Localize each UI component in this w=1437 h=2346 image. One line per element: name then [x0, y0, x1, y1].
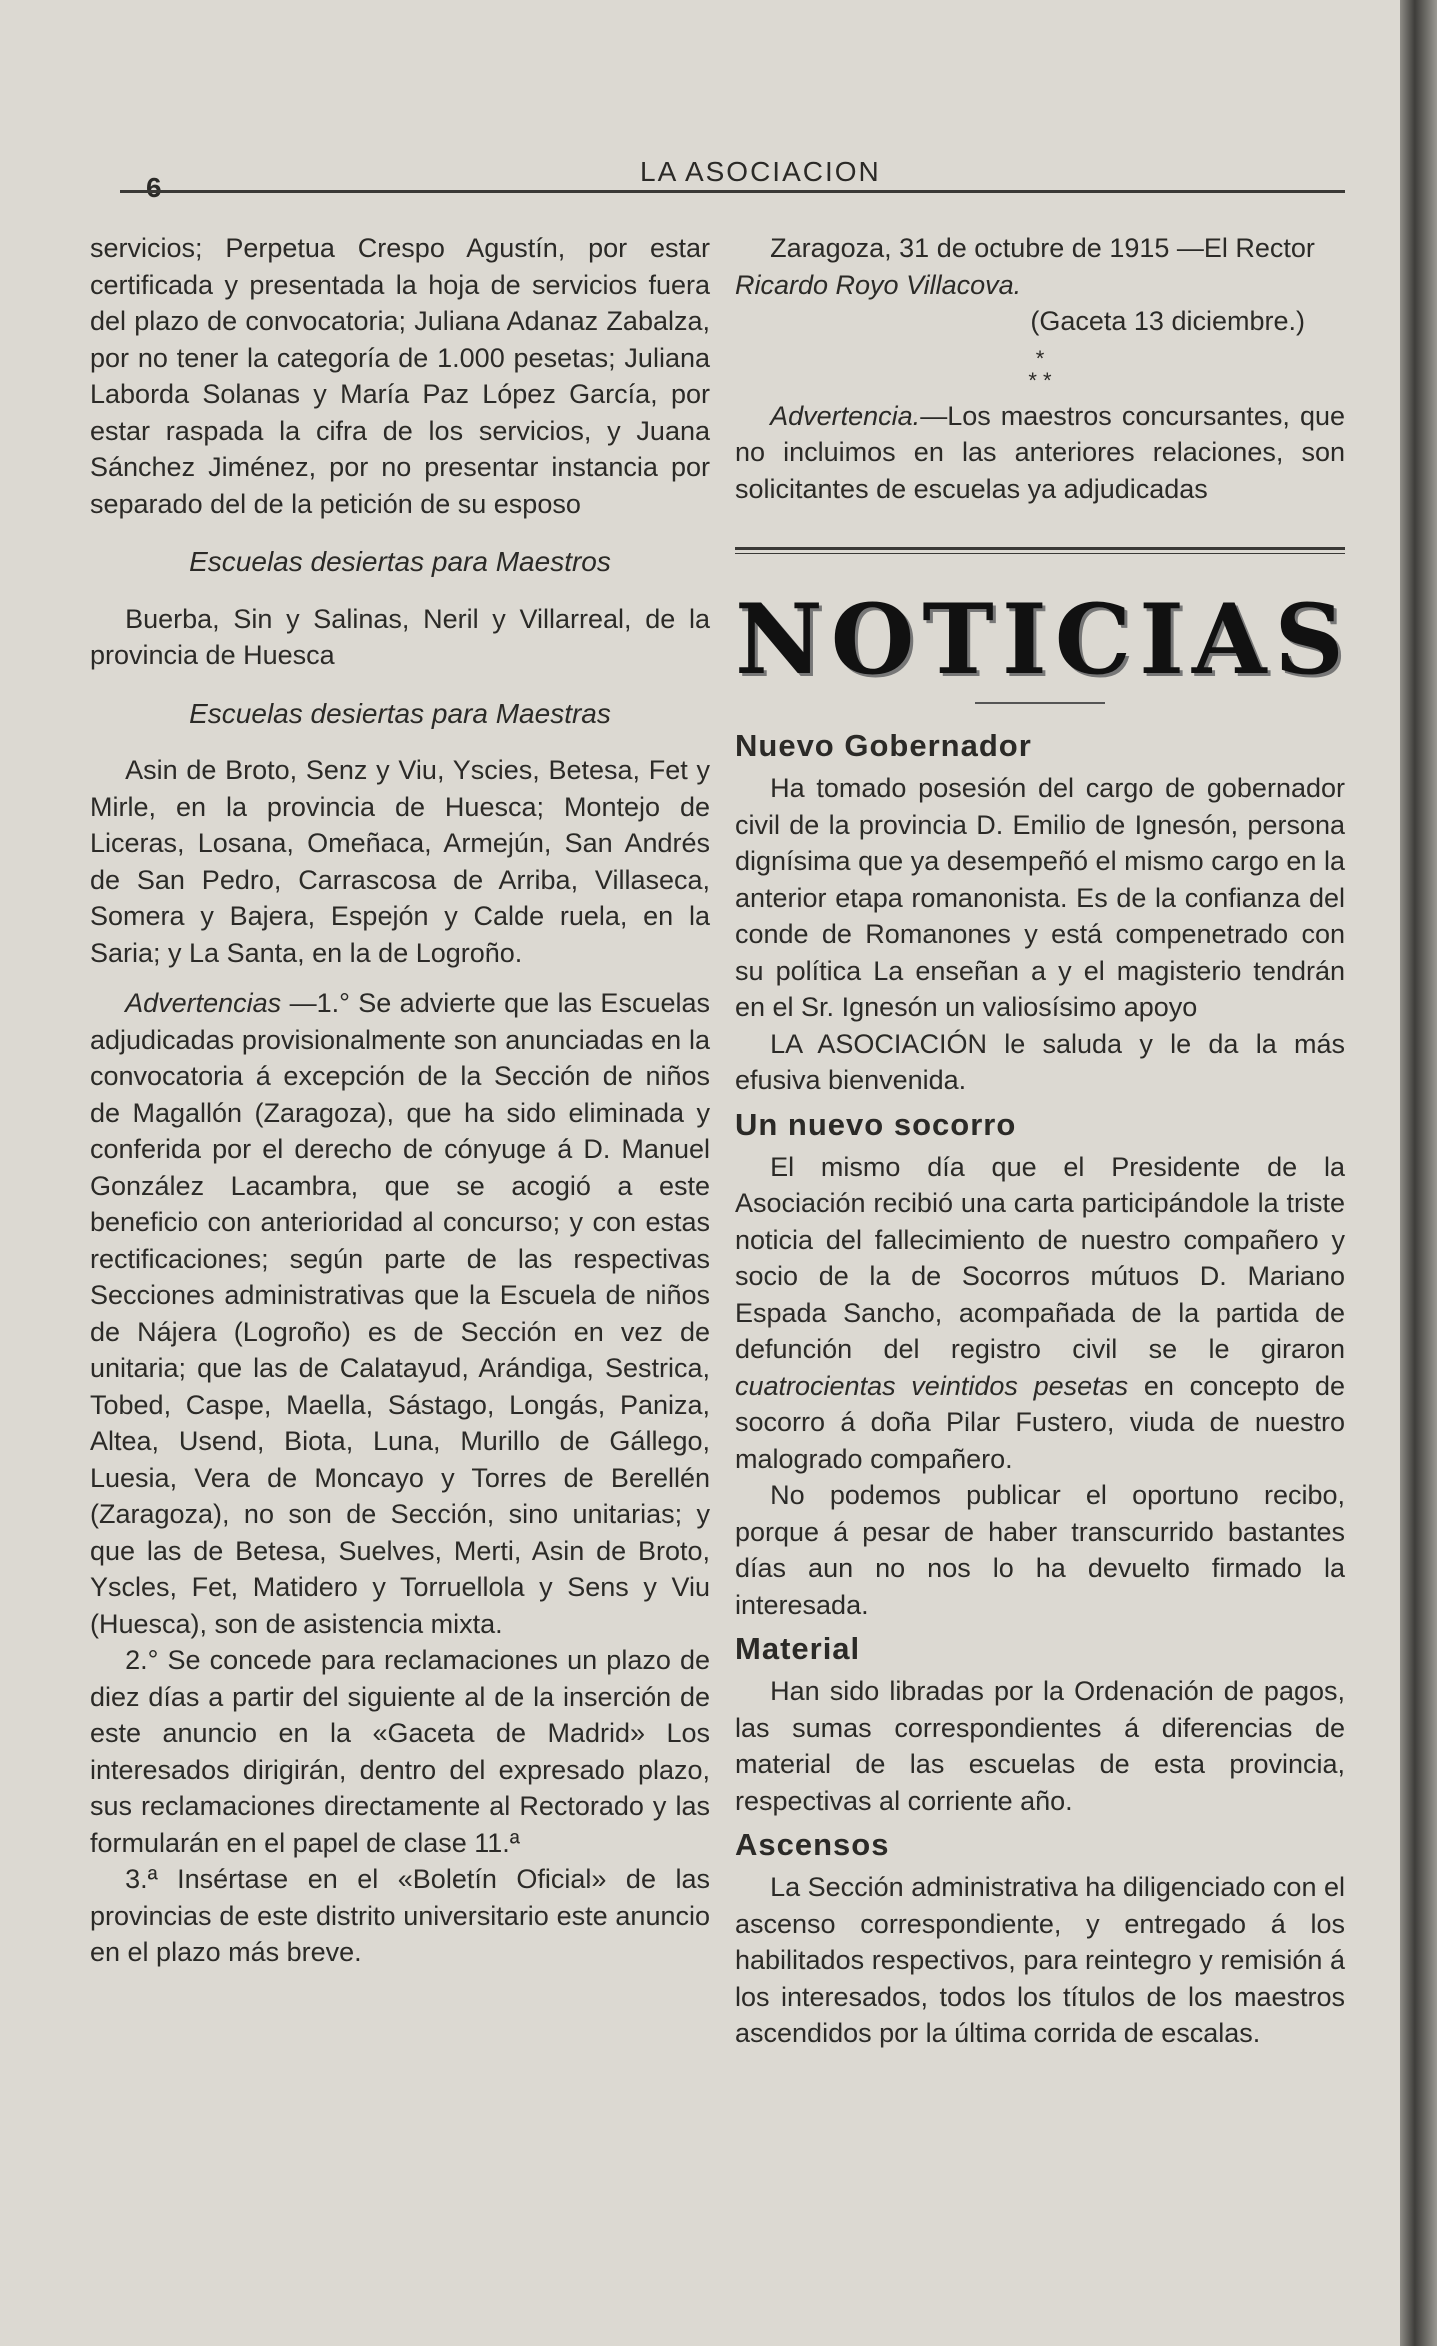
paragraph-material: Han sido libradas por la Ordenación de pagos, las sumas correspondientes á diferencias de material de las escuelas de esta provincia, respectivas al corriente año. [735, 1676, 1345, 1816]
page-binding-edge [1400, 0, 1437, 2346]
paragraph-huesca-maestros: Buerba, Sin y Salinas, Neril y Villarreal, de la provincia de Huesca [90, 603, 710, 670]
socorro-text-a: El mismo día que el Presidente de la Asociación recibió una carta participándole la triste noticia del fallecimiento de nuestro compañero y socio de la de Socorros mútuos D. Mariano Espada Sancho, acompañada de la partida de defunción del registro civil se le giraron [735, 1151, 1345, 1364]
subheading-maestras: Escuelas desiertas para Maestras [189, 697, 611, 729]
signer: Ricardo Royo Villacova. [735, 269, 1022, 300]
paragraph-boletin: 3.ª Insértase en el «Boletín Oficial» de las provincias de este distrito universitario este anuncio en el plazo más breve. [90, 1864, 710, 1967]
running-title: LA ASOCIACION [640, 156, 881, 187]
heading-nuevo-gobernador: Nuevo Gobernador [735, 728, 1032, 763]
left-column [90, 230, 710, 1971]
paragraph-gobernador: Ha tomado posesión del cargo de gobernador civil de la provincia D. Emilio de Ignesón, persona dignísima que ya desempeñó el mismo cargo en la anterior etapa romanonista. Es de la confianza del conde de Romanones y está compenetrado con su política La enseñan a y el magisterio tendrán en el Sr. Ignesón un valiosísimo apoyo [735, 773, 1345, 1022]
paragraph-recibo: No podemos publicar el oportuno recibo, porque á pesar de haber transcurrido bastantes días aun no nos lo ha devuelto firmado la interesada. [735, 1480, 1345, 1620]
right-column [735, 230, 1352, 2052]
heading-ascensos: Ascensos [735, 1827, 890, 1862]
paragraph-socorro [735, 1149, 1345, 1478]
page-number: 6 [146, 172, 162, 203]
socorro-amount: cuatrocientas veintidos pesetas [735, 1370, 1129, 1401]
paragraph-advertencia [735, 398, 1345, 508]
banner-underline [975, 702, 1105, 704]
subheading-maestros: Escuelas desiertas para Maestros [189, 546, 611, 577]
gazette-reference: (Gaceta 13 diciembre.) [1030, 306, 1305, 336]
socorro-text-b: en concepto de socorro á doña Pilar Fustero, viuda de nuestro malogrado compañero. [735, 1370, 1345, 1474]
paragraph-exclusions: servicios; Perpetua Crespo Agustín, por estar certificada y presentada la hoja de servicios fuera del plazo de convocatoria; Juliana Adanaz Zabalza, por no tener la categoría de 1.000 pesetas; Juliana Laborda Solanas y María Paz López García, por estar raspada la cifra de los servicios, y Juana Sánchez Jiménez, por no presentar instancia por separado del de la petición de su esposo [90, 233, 710, 519]
advertencias-label: Advertencias [125, 988, 282, 1018]
paragraph-plazo: 2.° Se concede para reclamaciones un plazo de diez días a partir del siguiente al de la inserción de este anuncio en la «Gaceta de Madrid» Los interesados dirigirán, dentro del expresado plazo, sus reclamaciones directamente al Rectorado y las formularán en el papel de clase 11.ª [90, 1645, 710, 1858]
asterism [735, 345, 1345, 393]
paragraph-saludo: LA ASOCIACIÓN le saluda y le da la más efusiva bienvenida. [735, 1028, 1345, 1095]
page-header [120, 150, 1345, 203]
header-rule [120, 190, 1345, 193]
section-divider [735, 547, 1345, 554]
heading-material: Material [735, 1631, 861, 1666]
dateline: Zaragoza, 31 de octubre de 1915 —El Rector [770, 233, 1315, 263]
paragraph-ascensos: La Sección administrativa ha diligenciado con el ascenso correspondiente, y entregado á los habilitados respectivos, para reintegro y remisión á los interesados, todos los títulos de los maestros ascendidos por la última corrida de escalas. [735, 1872, 1345, 2048]
advertencias-body: —1.° Se advierte que las Escuelas adjudicadas provisionalmente son anunciadas en la convocatoria á excepción de la Sección de niños de Magallón (Zaragoza), que ha sido eliminada y conferida por el derecho de cónyuge á D. Manuel González Lacambra, que se acogió a este beneficio con anterioridad al concurso; y con estas rectificaciones; según parte de las respectivas Secciones administrativas que la Escuela de niños de Nájera (Logroño) es de Sección en vez de unitaria; que las de Calatayud, Arándiga, Sestrica, Tobed, Caspe, Maella, Sástago, Longás, Paniza, Altea, Usend, Biota, Luna, Murillo de Gállego, Luesia, Vera de Moncayo y Torres de Berellén (Zaragoza), no son de Sección, sino unitarias; y que las de Betesa, Suelves, Merti, Asin de Broto, Yscles, Fet, Matidero y Torruellola y Sens y Viu (Huesca), son de asistencia mixta. [90, 988, 710, 1639]
advertencia-body: —Los maestros concursantes, que no incluimos en las anteriores relaciones, son solicitantes de escuelas ya adjudicadas [735, 400, 1345, 504]
asterism-bottom: * * [1028, 367, 1052, 393]
asterism-top: * [1035, 345, 1045, 371]
heading-nuevo-socorro: Un nuevo socorro [735, 1106, 1017, 1142]
paragraph-maestras-list: Asin de Broto, Senz y Viu, Yscies, Betesa, Fet y Mirle, en la provincia de Huesca; Montejo de Liceras, Losana, Omeñaca, Armejún, San Andrés de San Pedro, Carrascosa de Arriba, Villaseca, Somera y Bajera, Espejón y Calde ruela, en la Saria; y La Santa, en la de Logroño. [90, 755, 710, 968]
noticias-banner: NOTICIAS [735, 583, 1352, 696]
advertencia-label: Advertencia. [770, 400, 921, 431]
paragraph-advertencias [90, 985, 710, 1642]
